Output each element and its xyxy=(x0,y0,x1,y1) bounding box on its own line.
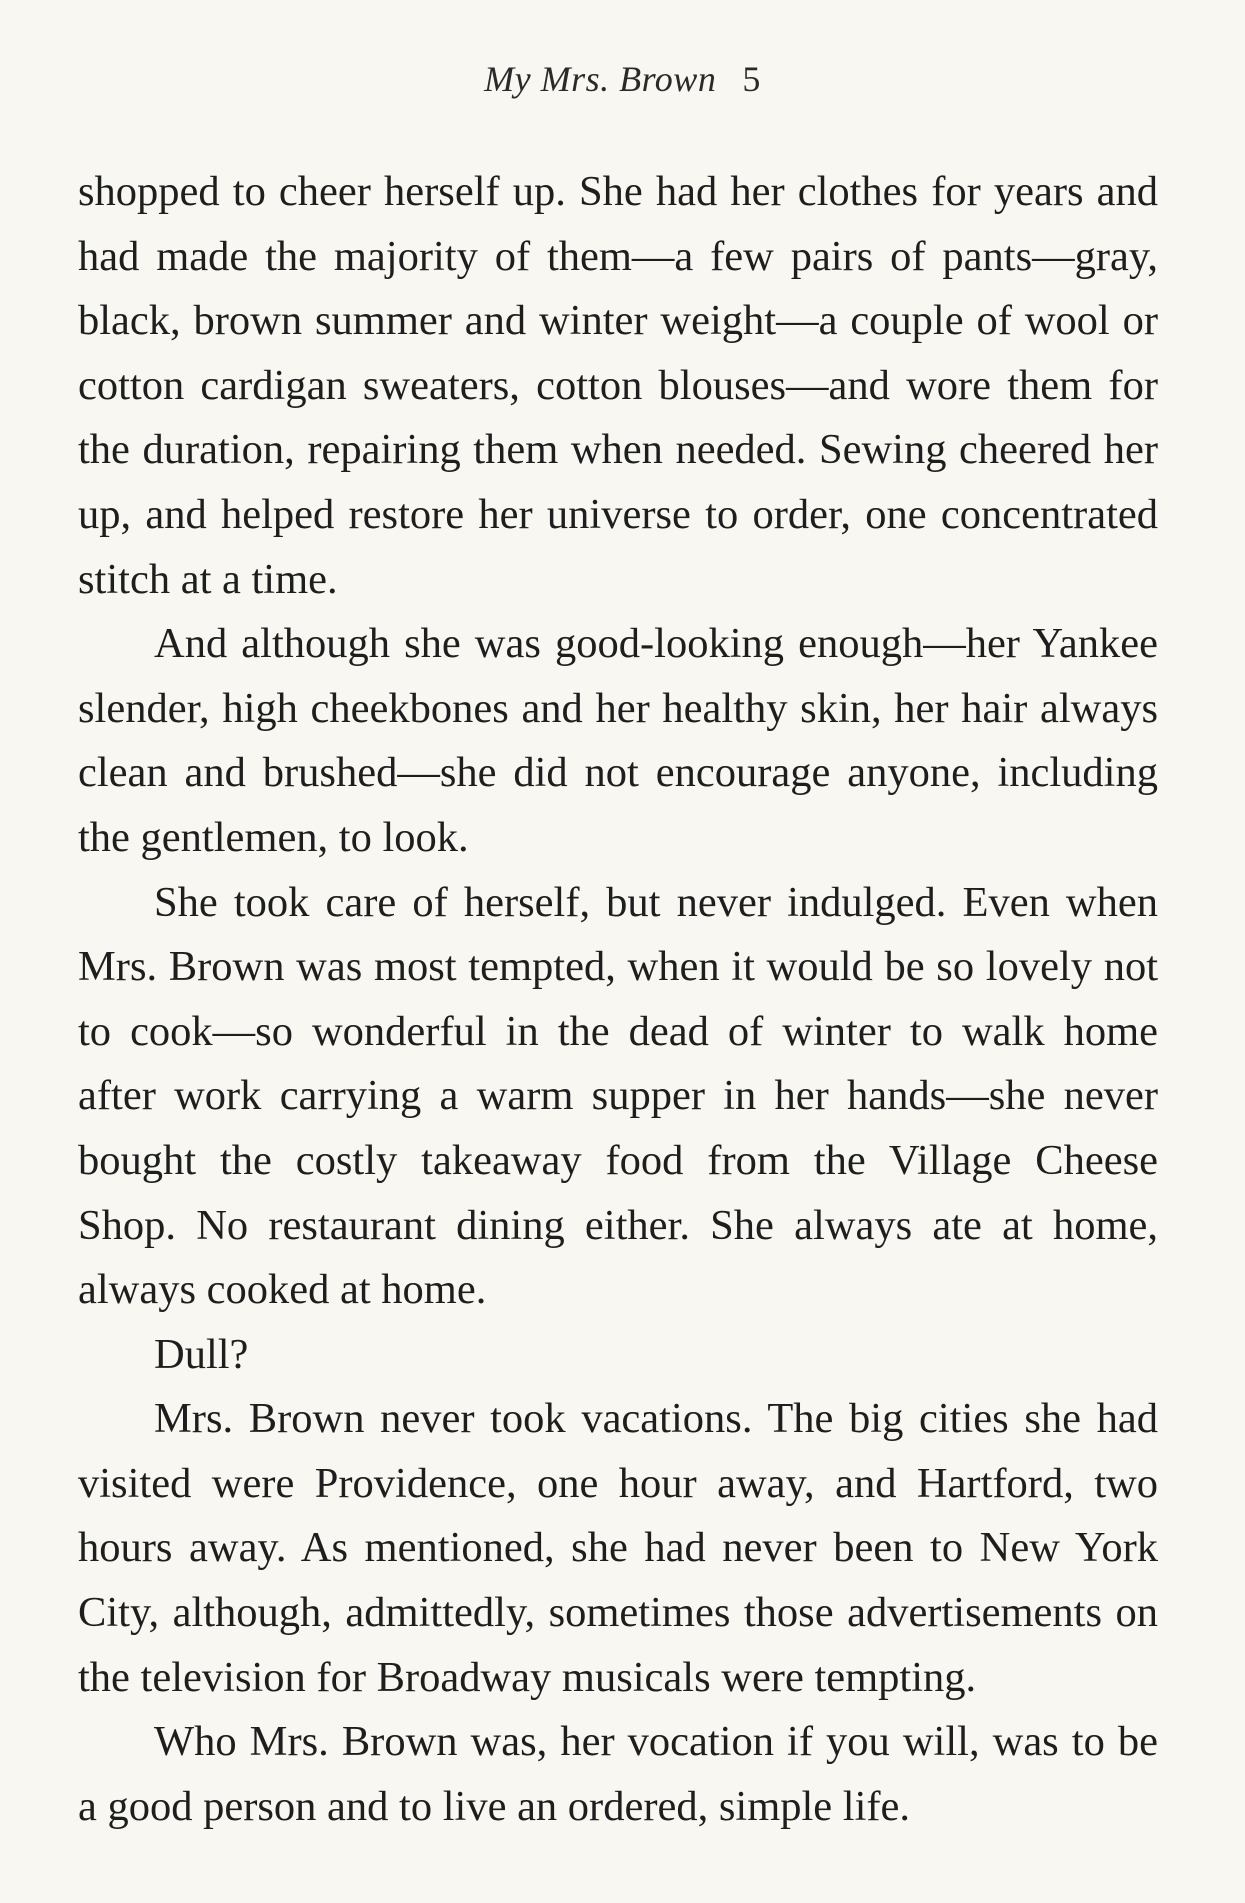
paragraph: Who Mrs. Brown was, her vocation if you will, was to be a good person and to live an ordered, simple life. xyxy=(78,1718,1158,1830)
body-text xyxy=(78,160,1158,1839)
paragraph-continuation: shopped to cheer herself up. She had her clothes for years and had made the majority of them—a few pairs of pants—gray, black, brown summer and winter weight—a couple of wool or cotton cardigan sweaters, cotton blouses—and wore them for the duration, repairing them when needed. Sewing cheered her up, and helped restore her universe to order, one concentrated stitch at a time. xyxy=(78,168,1158,603)
paragraph: She took care of herself, but never indulged. Even when Mrs. Brown was most tempted, when it would be so lovely not to cook—so wonderful in the dead of winter to walk home after work carrying a warm supper in her hands—she never bought the costly takeaway food from the Village Cheese Shop. No restaurant dining either. She always ate at home, always cooked at home. xyxy=(78,878,1158,1314)
running-head xyxy=(0,58,1245,100)
page-number: 5 xyxy=(742,59,761,99)
paragraph: Dull? xyxy=(154,1330,249,1378)
running-head-title: My Mrs. Brown xyxy=(484,59,717,99)
paragraph: Mrs. Brown never took vacations. The big cities she had visited were Providence, one hour away, and Hartford, two hours away. As mentioned, she had never been to New York City, although, admittedly, sometimes those advertisements on the television for Broadway musicals were tempting. xyxy=(78,1395,1158,1701)
paragraph: And although she was good-looking enough—her Yankee slender, high cheekbones and her healthy skin, her hair always clean and brushed—she did not encourage anyone, including the gentlemen, to look. xyxy=(78,620,1158,861)
